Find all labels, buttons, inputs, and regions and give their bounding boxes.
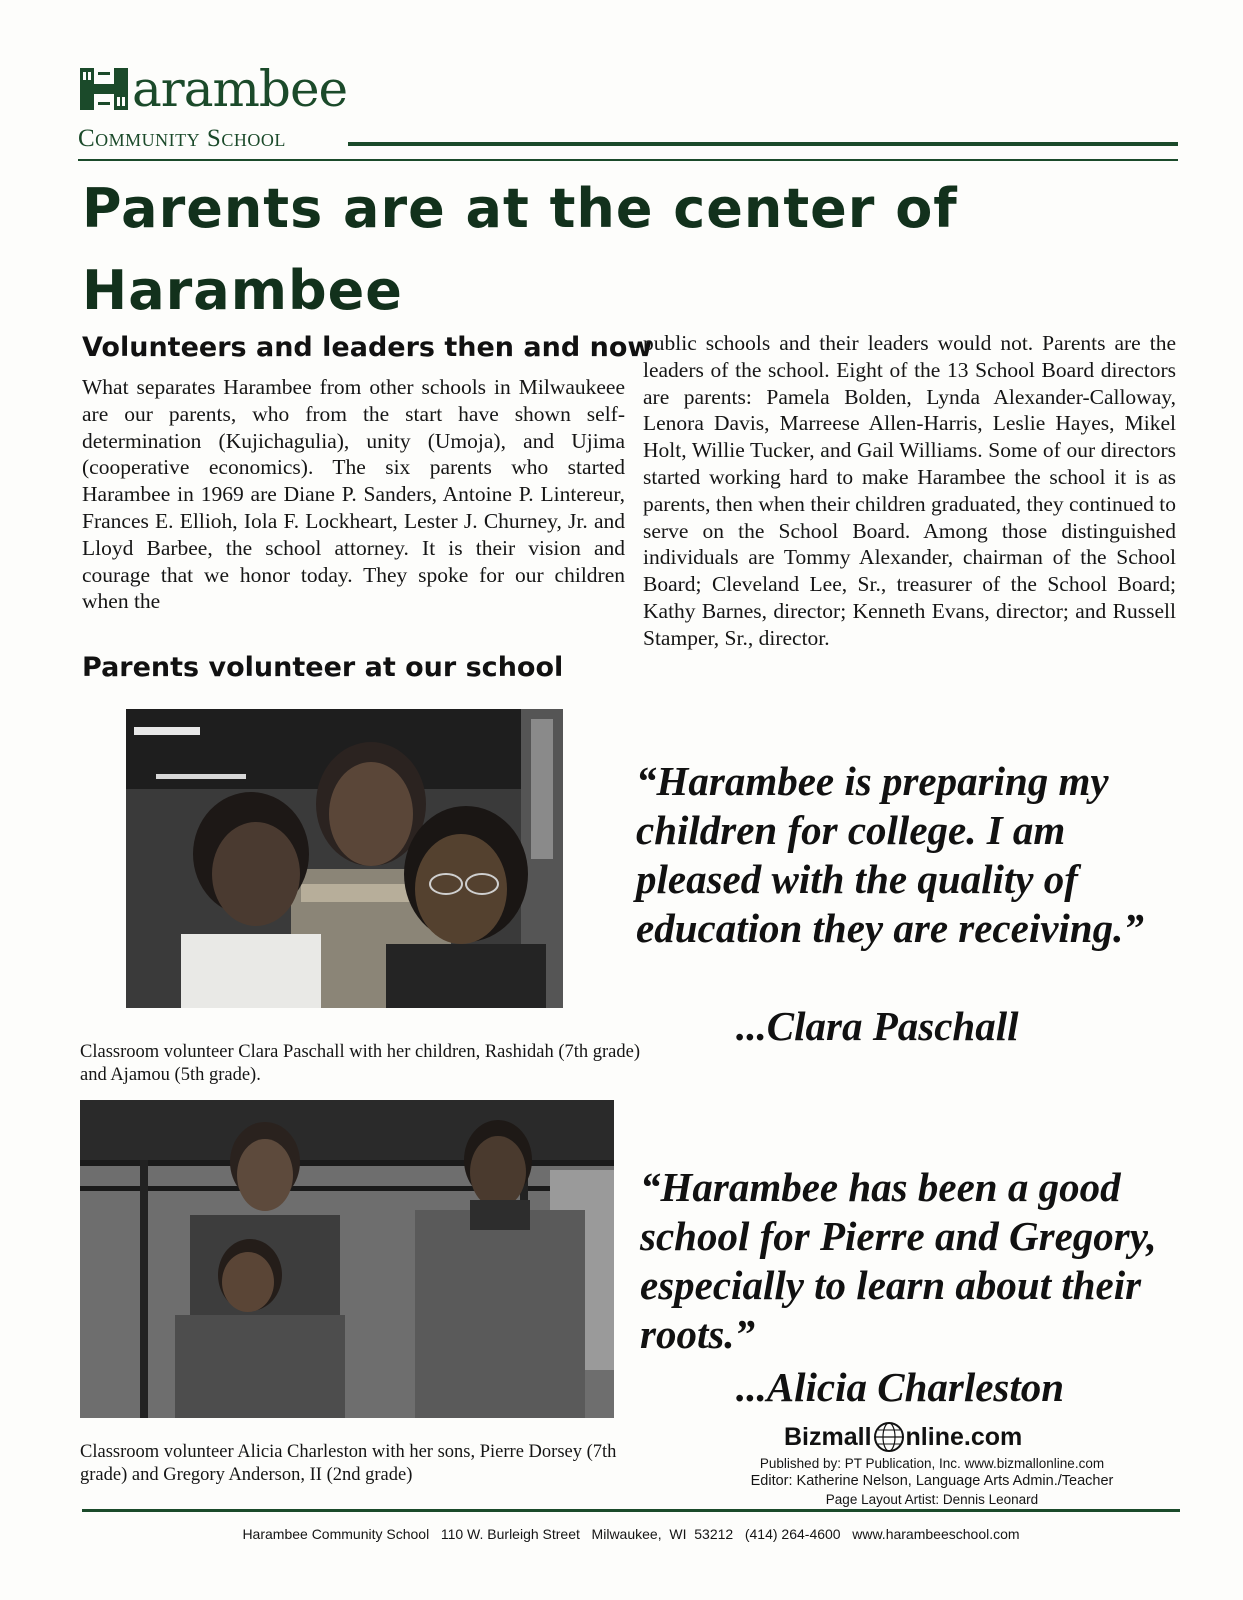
pull-quote-2-attribution: ...Alicia Charleston <box>736 1364 1065 1410</box>
photo-caption-2: Classroom volunteer Alicia Charleston with her sons, Pierre Dorsey (7th grade) and Gregory Anderson, II (2nd grade) <box>80 1442 617 1485</box>
harambee-logo-icon <box>78 66 130 112</box>
globe-icon <box>873 1421 905 1453</box>
photo-charleston-family <box>80 1100 614 1418</box>
bizmallonline-logo[interactable] <box>784 1421 1022 1453</box>
masthead-rule <box>348 142 1178 146</box>
article-column-2: public schools and their leaders would not. Parents are the leaders of the school. Eight of the 13 School Board directors are parents: Pamela Bolden, Lynda Alexander-Calloway, Lenora Davis, Marreese Allen-Harris, Leslie Hayes, Mikel Holt, Willie Tucker, and Gail Williams. Some of our directors started working hard to make Harambee the school it is as parents, then when their children graduated, they continued to serve on the School Board. Among those distinguished individuals are Tommy Alexander, chairman of the School Board; Cleveland Lee, Sr., treasurer of the School Board; Kathy Barnes, director; Kenneth Evans, director; and Russell Stamper, Sr., director. <box>643 331 1176 650</box>
layout-artist-credit: Page Layout Artist: Dennis Leonard <box>825 1492 1039 1507</box>
footer-contact: Harambee Community School 110 W. Burleigh Street Milwaukee, WI 53212 (414) 264-4600 www.harambeeschool.com <box>242 1526 1020 1542</box>
page-headline: Parents are at the center of Harambee <box>82 177 958 322</box>
logo-subtitle: Community School <box>78 125 286 152</box>
editor-credit: Editor: Katherine Nelson, Language Arts Admin./Teacher <box>750 1473 1114 1489</box>
section-heading-leaders: Volunteers and leaders then and now <box>82 332 653 363</box>
masthead-rule-thin <box>78 159 1178 161</box>
pull-quote-1-attribution: ...Clara Paschall <box>736 1003 1019 1049</box>
photo-caption-1: Classroom volunteer Clara Paschall with her children, Rashidah (7th grade) and Ajamou (5th grade). <box>80 1042 640 1085</box>
publisher-credit: Published by: PT Publication, Inc. www.bizmallonline.com <box>759 1456 1105 1471</box>
pull-quote-2: “Harambee has been a good school for Pierre and Gregory, especially to learn about their roots.” <box>640 1164 1157 1357</box>
logo-wordmark: arambee <box>132 60 348 118</box>
bizmall-logo-right: nline.com <box>905 1422 1023 1451</box>
article-column-1: What separates Harambee from other schools in Milwaukeee are our parents, who from the start have shown self-determination (Kujichagulia), unity (Umoja), and Ujima (cooperative economics). The six parents who started Harambee in 1969 are Diane P. Sanders, Antoine P. Lintereur, Frances E. Ellioh, Iola F. Lockheart, Lester J. Churney, Jr. and Lloyd Barbee, the school attorney. It is their vision and courage that we honor today. They spoke for our children when the <box>82 375 625 614</box>
pull-quote-1: “Harambee is preparing my children for college. I am pleased with the quality of education they are receiving.” <box>636 758 1144 951</box>
section-heading-volunteers: Parents volunteer at our school <box>82 652 564 683</box>
footer-rule <box>82 1509 1180 1512</box>
photo-paschall-family <box>126 709 563 1008</box>
bizmall-logo-left: Bizmall <box>784 1422 872 1451</box>
